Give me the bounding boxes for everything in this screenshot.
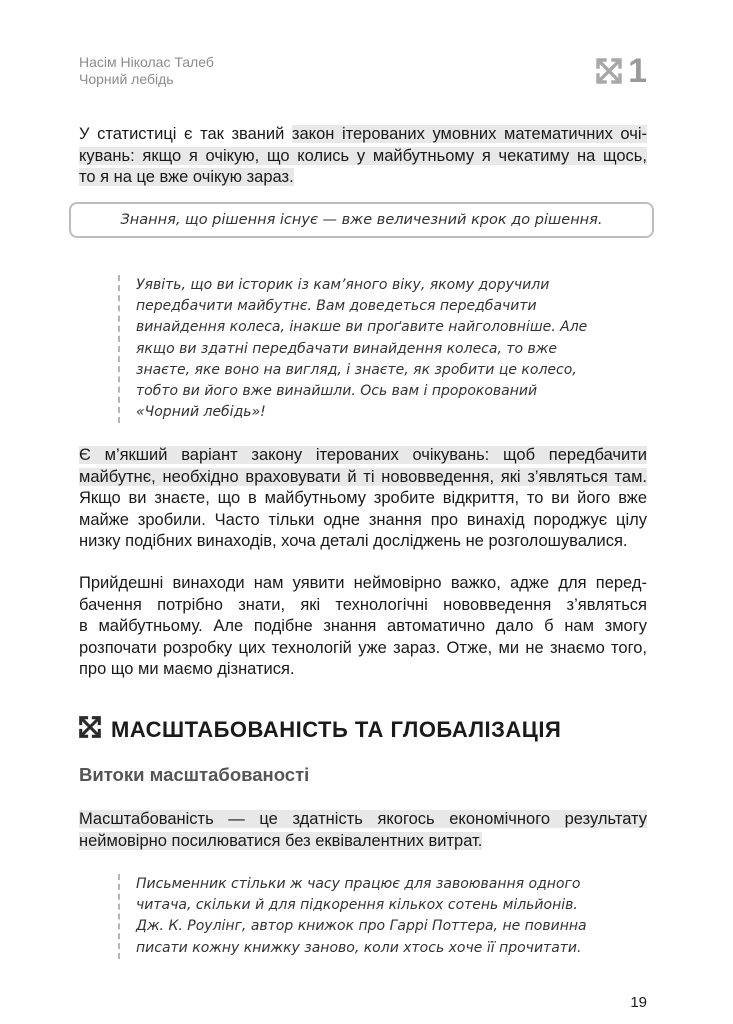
page-number: 19 bbox=[630, 994, 647, 1011]
text-line: розпочати розробку цих технологій уже зараз. Отже, ми не знаємо того, bbox=[79, 638, 647, 657]
highlighted-text: то я на це вже очікую зараз. bbox=[79, 168, 294, 186]
highlighted-text: Є м’якший варіант закону ітерованих очікувань: щоб передбачити bbox=[79, 446, 647, 464]
quote-line: знаєте, яке воно на вигляд, і знаєте, як зробити це колесо, bbox=[136, 361, 577, 378]
text-line bbox=[79, 445, 647, 467]
quote-line: Дж. К. Роулінг, автор книжок про Гаррі Поттера, не повинна bbox=[136, 918, 587, 935]
quote-line: «Чорний лебідь»! bbox=[136, 404, 266, 421]
crossed-arrows-icon bbox=[79, 716, 101, 743]
text-line bbox=[79, 467, 647, 489]
running-header bbox=[79, 54, 214, 88]
text-line bbox=[79, 167, 647, 189]
text-line: в майбутньому. Але подібне знання автоматично дало б нам змогу bbox=[79, 617, 647, 635]
text-line: Прийдешні винаходи нам уявити неймовірно важко, адже для перед- bbox=[79, 574, 647, 592]
quote-line: читача, скільки й для підкорення кількох сотень мільйонів. bbox=[136, 897, 578, 914]
quote-line: тобто ви його вже винайшли. Ось вам і пророкований bbox=[136, 383, 538, 400]
highlighted-text: закон ітерованих умовних математичних очі- bbox=[291, 125, 647, 143]
chapter-number: 1 bbox=[628, 52, 647, 90]
text-line: низку подібних винаходів, хоча деталі досліджень не розголошувалися. bbox=[79, 532, 628, 550]
paragraph-1 bbox=[79, 124, 647, 189]
quote-line: Письменник стільки ж часу працює для завоювання одного bbox=[136, 876, 581, 892]
chapter-marker bbox=[596, 52, 647, 90]
blockquote-1 bbox=[118, 275, 587, 423]
pull-quote-text: Знання, що рішення існує — вже величезний крок до рішення. bbox=[120, 212, 603, 228]
quote-line: передбачити майбутнє. Вам доведеться передбачити bbox=[136, 298, 537, 315]
text-line: про що ми маємо дізнатися. bbox=[79, 660, 295, 678]
quote-line: Уявіть, що ви історик із кам’яного віку, якому доручили bbox=[136, 277, 550, 293]
text-line: Якщо ви знаєте, що в майбутньому зробите відкриття, то ви його вже bbox=[79, 489, 647, 507]
text-line: У статистиці є так званий закон ітерованих умовних математичних очі- bbox=[79, 125, 647, 143]
pull-quote-box bbox=[69, 202, 654, 238]
crossed-arrows-icon bbox=[596, 58, 622, 84]
quote-line: якщо ви здатні передбачати винайдення колеса, то вже bbox=[136, 340, 558, 357]
text-line bbox=[79, 809, 647, 831]
text-line bbox=[79, 146, 647, 168]
subsection-title: Витоки масштабованості bbox=[79, 764, 310, 785]
quote-line: писати кожну книжку заново, коли хтось хоче її прочитати. bbox=[136, 939, 582, 956]
blockquote-2 bbox=[118, 874, 587, 959]
section-heading bbox=[79, 716, 561, 743]
section-title: МАСШТАБОВАНІСТЬ ТА ГЛОБАЛІЗАЦІЯ bbox=[111, 716, 562, 742]
text-line bbox=[79, 831, 647, 853]
paragraph-2 bbox=[79, 445, 647, 553]
header-book-title: Чорний лебідь bbox=[79, 71, 174, 87]
text-line: бачення потрібно знати, які технологічні нововведення з’являться bbox=[79, 595, 647, 614]
highlighted-text: кувань: якщо я очікую, що колись у майбутньому я чекатиму на щось, bbox=[79, 146, 647, 165]
header-author: Насім Ніколас Талеб bbox=[79, 54, 214, 70]
highlighted-text: майбутнє, необхідно враховувати й ті нововведення, які з’являться там. bbox=[79, 467, 647, 486]
quote-line: винайдення колеса, інакше ви проґавите найголовніше. Але bbox=[136, 319, 588, 336]
paragraph-4 bbox=[79, 809, 647, 852]
highlighted-text: Масштабованість — це здатність якогось економічного результату bbox=[79, 810, 647, 828]
paragraph-3 bbox=[79, 573, 647, 681]
highlighted-text: неймовірно посилюватися без еквівалентних витрат. bbox=[79, 831, 483, 850]
text-line: майже зробили. Часто тільки одне знання про винахід породжує цілу bbox=[79, 510, 647, 529]
